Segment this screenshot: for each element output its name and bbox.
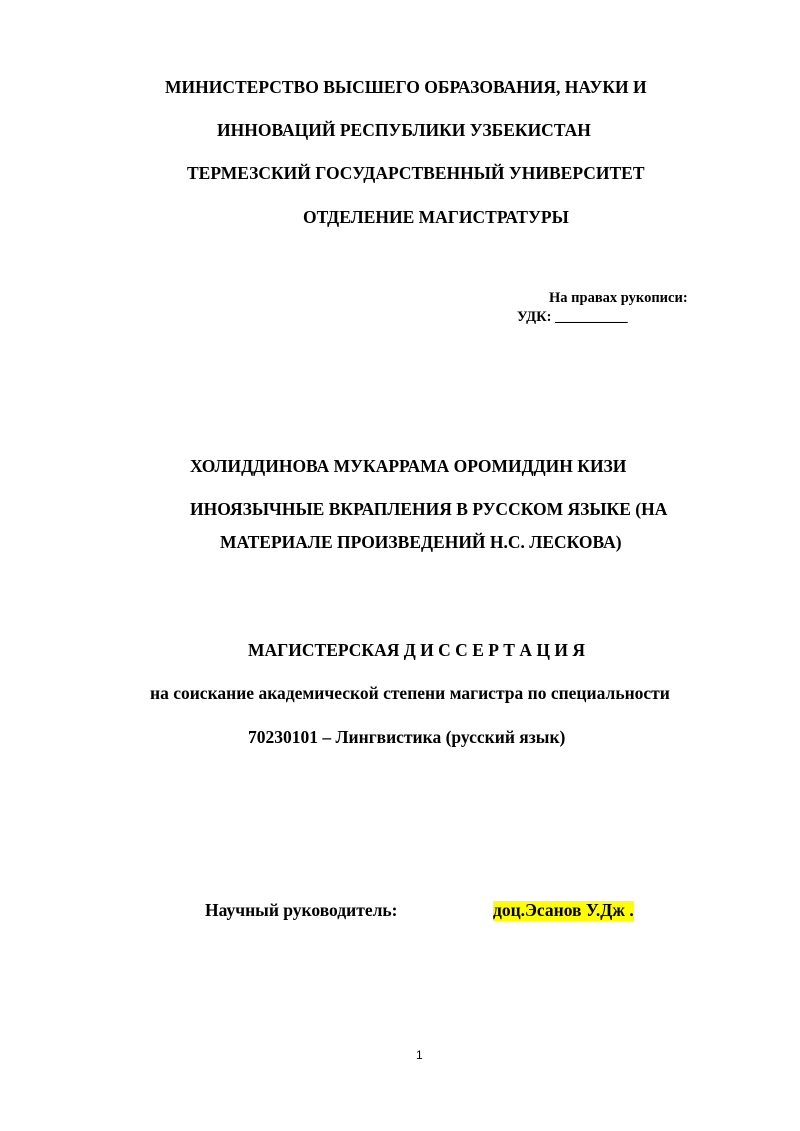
ministry-line-1: МИНИСТЕРСТВО ВЫСШЕГО ОБРАЗОВАНИЯ, НАУКИ И xyxy=(165,77,647,97)
supervisor-label: Научный руководитель: xyxy=(205,900,398,920)
degree-type-spaced: Д И С С Е Р Т А Ц И Я xyxy=(403,640,585,660)
page-number: 1 xyxy=(416,1048,423,1062)
department-name: ОТДЕЛЕНИЕ МАГИСТРАТУРЫ xyxy=(303,207,569,227)
ministry-line-2: ИННОВАЦИЙ РЕСПУБЛИКИ УЗБЕКИСТАН xyxy=(217,120,591,140)
degree-type xyxy=(248,642,585,660)
specialty xyxy=(248,729,565,747)
udk-field: УДК: __________ xyxy=(517,309,628,325)
thesis-title-line-1: ИНОЯЗЫЧНЫЕ ВКРАПЛЕНИЯ В РУССКОМ ЯЗЫКЕ (НА xyxy=(190,499,668,519)
thesis-title-line-2: МАТЕРИАЛЕ ПРОИЗВЕДЕНИЙ Н.С. ЛЕСКОВА) xyxy=(220,532,622,552)
supervisor-name: доц.Эсанов У.Дж . xyxy=(493,900,634,920)
manuscript-rights: На правах рукописи: xyxy=(549,290,688,306)
university-name: ТЕРМЕЗСКИЙ ГОСУДАРСТВЕННЫЙ УНИВЕРСИТЕТ xyxy=(187,163,645,183)
degree-purpose: на соискание академической степени магистра по специальности xyxy=(150,683,670,703)
author-name: ХОЛИДДИНОВА МУКАРРАМА ОРОМИДДИН КИЗИ xyxy=(190,456,627,476)
degree-type-prefix: МАГИСТЕРСКАЯ xyxy=(248,640,404,660)
specialty-text: 70230101 – Лингвистика (русский язык) xyxy=(248,727,566,747)
